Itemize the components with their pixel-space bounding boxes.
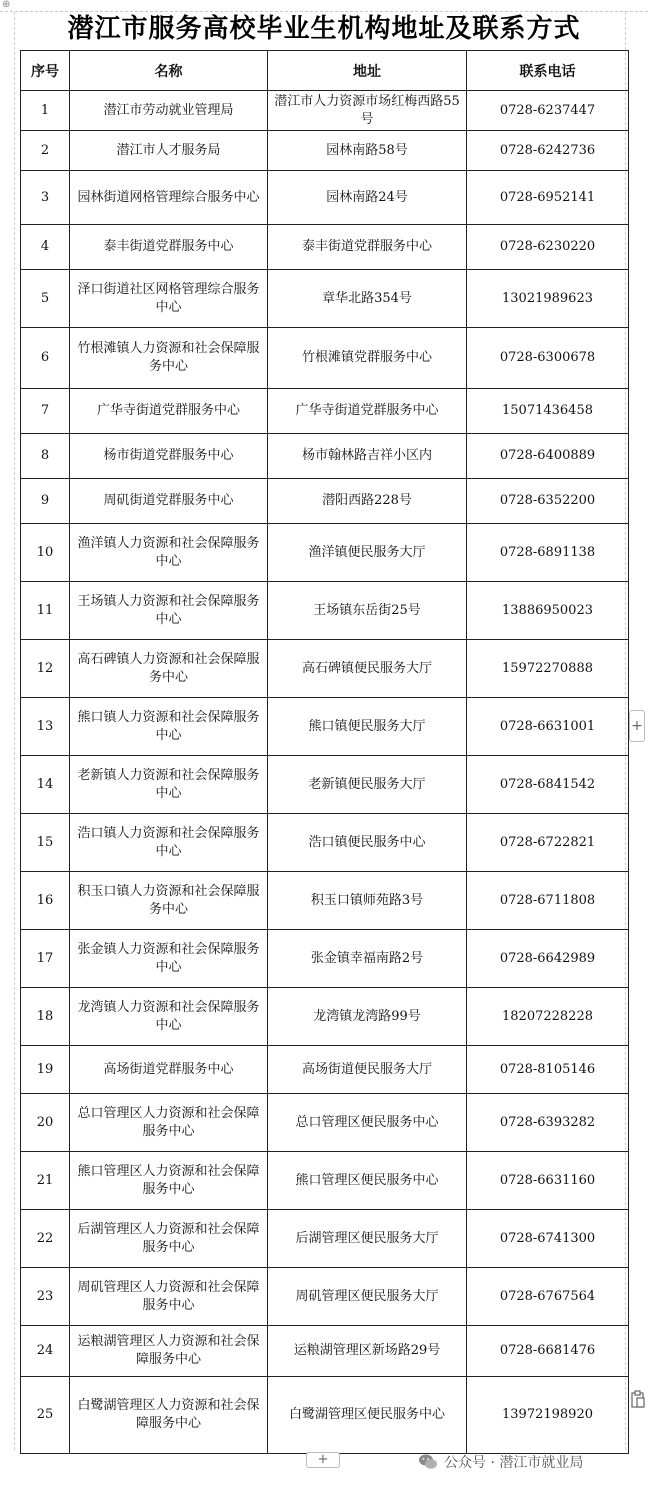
cell-address: 张金镇幸福南路2号 bbox=[268, 930, 467, 988]
cell-phone: 0728-6242736 bbox=[467, 131, 629, 171]
cell-org-name: 高石碑镇人力资源和社会保障服务中心 bbox=[70, 640, 268, 698]
table-row bbox=[21, 434, 629, 479]
table-row bbox=[21, 171, 629, 225]
cell-org-name: 潜江市人才服务局 bbox=[70, 131, 268, 171]
cell-phone: 13886950023 bbox=[467, 582, 629, 640]
cell-seq: 8 bbox=[21, 434, 70, 479]
cell-address: 周矶管理区便民服务大厅 bbox=[268, 1268, 467, 1326]
table-row bbox=[21, 1046, 629, 1094]
table-row bbox=[21, 756, 629, 814]
table-move-handle[interactable]: ⊕ bbox=[2, 0, 11, 10]
table-row bbox=[21, 270, 629, 328]
table-row bbox=[21, 988, 629, 1046]
cell-phone: 0728-6352200 bbox=[467, 479, 629, 524]
cell-address: 浩口镇便民服务中心 bbox=[268, 814, 467, 872]
cell-org-name: 总口管理区人力资源和社会保障服务中心 bbox=[70, 1094, 268, 1152]
cell-org-name: 熊口管理区人力资源和社会保障服务中心 bbox=[70, 1152, 268, 1210]
table-row bbox=[21, 1326, 629, 1377]
cell-seq: 14 bbox=[21, 756, 70, 814]
cell-phone: 0728-6400889 bbox=[467, 434, 629, 479]
table-row bbox=[21, 524, 629, 582]
watermark-text: 公众号 · 潜江市就业局 bbox=[444, 1455, 584, 1471]
cell-phone: 0728-6741300 bbox=[467, 1210, 629, 1268]
header-phone: 联系电话 bbox=[467, 51, 629, 91]
cell-phone: 0728-6891138 bbox=[467, 524, 629, 582]
cell-phone: 0728-6681476 bbox=[467, 1326, 629, 1377]
cell-address: 高石碑镇便民服务大厅 bbox=[268, 640, 467, 698]
cell-org-name: 泽口街道社区网格管理综合服务中心 bbox=[70, 270, 268, 328]
table-row bbox=[21, 1268, 629, 1326]
cell-phone: 0728-6642989 bbox=[467, 930, 629, 988]
cell-org-name: 老新镇人力资源和社会保障服务中心 bbox=[70, 756, 268, 814]
watermark bbox=[418, 1450, 583, 1474]
cell-seq: 6 bbox=[21, 328, 70, 389]
table-row bbox=[21, 328, 629, 389]
cell-address: 熊口管理区便民服务中心 bbox=[268, 1152, 467, 1210]
cell-address: 广华寺街道党群服务中心 bbox=[268, 389, 467, 434]
cell-org-name: 园林街道网格管理综合服务中心 bbox=[70, 171, 268, 225]
cell-seq: 16 bbox=[21, 872, 70, 930]
header-name: 名称 bbox=[70, 51, 268, 91]
cell-org-name: 泰丰街道党群服务中心 bbox=[70, 225, 268, 270]
cell-seq: 22 bbox=[21, 1210, 70, 1268]
cell-address: 潜江市人力资源市场红梅西路55号 bbox=[268, 91, 467, 131]
contacts-table bbox=[20, 50, 629, 1454]
paste-options-icon[interactable] bbox=[631, 1390, 645, 1408]
cell-address: 龙湾镇龙湾路99号 bbox=[268, 988, 467, 1046]
table-row bbox=[21, 582, 629, 640]
document-title: 潜江市服务高校毕业生机构地址及联系方式 bbox=[67, 14, 581, 44]
table-row bbox=[21, 1152, 629, 1210]
cell-org-name: 竹根滩镇人力资源和社会保障服务中心 bbox=[70, 328, 268, 389]
table-row bbox=[21, 640, 629, 698]
cell-seq: 25 bbox=[21, 1377, 70, 1454]
cell-seq: 19 bbox=[21, 1046, 70, 1094]
cell-phone: 0728-8105146 bbox=[467, 1046, 629, 1094]
table-row bbox=[21, 930, 629, 988]
table-row bbox=[21, 1210, 629, 1268]
wechat-icon bbox=[418, 1453, 438, 1471]
cell-phone: 0728-6767564 bbox=[467, 1268, 629, 1326]
cell-org-name: 王场镇人力资源和社会保障服务中心 bbox=[70, 582, 268, 640]
cell-phone: 0728-6631001 bbox=[467, 698, 629, 756]
cell-address: 园林南路58号 bbox=[268, 131, 467, 171]
cell-address: 王场镇东岳街25号 bbox=[268, 582, 467, 640]
cell-phone: 15071436458 bbox=[467, 389, 629, 434]
cell-address: 杨市翰林路吉祥小区内 bbox=[268, 434, 467, 479]
cell-org-name: 高场街道党群服务中心 bbox=[70, 1046, 268, 1094]
cell-org-name: 渔洋镇人力资源和社会保障服务中心 bbox=[70, 524, 268, 582]
table-row bbox=[21, 225, 629, 270]
cell-org-name: 运粮湖管理区人力资源和社会保障服务中心 bbox=[70, 1326, 268, 1377]
cell-phone: 0728-6631160 bbox=[467, 1152, 629, 1210]
table-body bbox=[21, 91, 629, 1454]
cell-seq: 5 bbox=[21, 270, 70, 328]
cell-org-name: 白鹭湖管理区人力资源和社会保障服务中心 bbox=[70, 1377, 268, 1454]
cell-seq: 13 bbox=[21, 698, 70, 756]
cell-seq: 18 bbox=[21, 988, 70, 1046]
cell-address: 总口管理区便民服务中心 bbox=[268, 1094, 467, 1152]
cell-address: 高场街道便民服务大厅 bbox=[268, 1046, 467, 1094]
table-row bbox=[21, 872, 629, 930]
cell-address: 熊口镇便民服务大厅 bbox=[268, 698, 467, 756]
cell-phone: 0728-6722821 bbox=[467, 814, 629, 872]
add-row-button[interactable]: + bbox=[306, 1452, 340, 1468]
cell-phone: 0728-6952141 bbox=[467, 171, 629, 225]
cell-seq: 4 bbox=[21, 225, 70, 270]
page-top-boundary bbox=[0, 0, 648, 12]
cell-seq: 7 bbox=[21, 389, 70, 434]
cell-address: 老新镇便民服务大厅 bbox=[268, 756, 467, 814]
cell-phone: 13972198920 bbox=[467, 1377, 629, 1454]
cell-address: 潜阳西路228号 bbox=[268, 479, 467, 524]
cell-org-name: 积玉口镇人力资源和社会保障服务中心 bbox=[70, 872, 268, 930]
cell-seq: 21 bbox=[21, 1152, 70, 1210]
cell-phone: 0728-6841542 bbox=[467, 756, 629, 814]
cell-seq: 15 bbox=[21, 814, 70, 872]
table-row bbox=[21, 1094, 629, 1152]
cell-seq: 2 bbox=[21, 131, 70, 171]
cell-org-name: 龙湾镇人力资源和社会保障服务中心 bbox=[70, 988, 268, 1046]
table-row bbox=[21, 389, 629, 434]
cell-phone: 18207228228 bbox=[467, 988, 629, 1046]
cell-org-name: 熊口镇人力资源和社会保障服务中心 bbox=[70, 698, 268, 756]
cell-seq: 24 bbox=[21, 1326, 70, 1377]
cell-seq: 9 bbox=[21, 479, 70, 524]
cell-org-name: 后湖管理区人力资源和社会保障服务中心 bbox=[70, 1210, 268, 1268]
header-address: 地址 bbox=[268, 51, 467, 91]
cell-org-name: 浩口镇人力资源和社会保障服务中心 bbox=[70, 814, 268, 872]
table-row bbox=[21, 814, 629, 872]
cell-seq: 12 bbox=[21, 640, 70, 698]
cell-phone: 0728-6237447 bbox=[467, 91, 629, 131]
cell-address: 运粮湖管理区新场路29号 bbox=[268, 1326, 467, 1377]
cell-address: 章华北路354号 bbox=[268, 270, 467, 328]
cell-address: 渔洋镇便民服务大厅 bbox=[268, 524, 467, 582]
cell-seq: 17 bbox=[21, 930, 70, 988]
cell-seq: 11 bbox=[21, 582, 70, 640]
table-row bbox=[21, 479, 629, 524]
cell-seq: 10 bbox=[21, 524, 70, 582]
cell-address: 泰丰街道党群服务中心 bbox=[268, 225, 467, 270]
cell-org-name: 潜江市劳动就业管理局 bbox=[70, 91, 268, 131]
cell-org-name: 杨市街道党群服务中心 bbox=[70, 434, 268, 479]
cell-seq: 1 bbox=[21, 91, 70, 131]
cell-address: 后湖管理区便民服务大厅 bbox=[268, 1210, 467, 1268]
cell-org-name: 周矶街道党群服务中心 bbox=[70, 479, 268, 524]
cell-seq: 20 bbox=[21, 1094, 70, 1152]
cell-address: 白鹭湖管理区便民服务中心 bbox=[268, 1377, 467, 1454]
cell-phone: 13021989623 bbox=[467, 270, 629, 328]
table-row bbox=[21, 91, 629, 131]
cell-phone: 0728-6300678 bbox=[467, 328, 629, 389]
cell-address: 积玉口镇师苑路3号 bbox=[268, 872, 467, 930]
cell-phone: 0728-6711808 bbox=[467, 872, 629, 930]
cell-seq: 23 bbox=[21, 1268, 70, 1326]
cell-org-name: 张金镇人力资源和社会保障服务中心 bbox=[70, 930, 268, 988]
table-row bbox=[21, 1377, 629, 1454]
cell-phone: 15972270888 bbox=[467, 640, 629, 698]
cell-org-name: 周矶管理区人力资源和社会保障服务中心 bbox=[70, 1268, 268, 1326]
table-header-row bbox=[21, 51, 629, 91]
table-row bbox=[21, 698, 629, 756]
table-row bbox=[21, 131, 629, 171]
cell-seq: 3 bbox=[21, 171, 70, 225]
cell-org-name: 广华寺街道党群服务中心 bbox=[70, 389, 268, 434]
add-column-button[interactable]: + bbox=[629, 710, 645, 742]
cell-address: 竹根滩镇党群服务中心 bbox=[268, 328, 467, 389]
cell-phone: 0728-6393282 bbox=[467, 1094, 629, 1152]
header-seq: 序号 bbox=[21, 51, 70, 91]
cell-address: 园林南路24号 bbox=[268, 171, 467, 225]
cell-phone: 0728-6230220 bbox=[467, 225, 629, 270]
